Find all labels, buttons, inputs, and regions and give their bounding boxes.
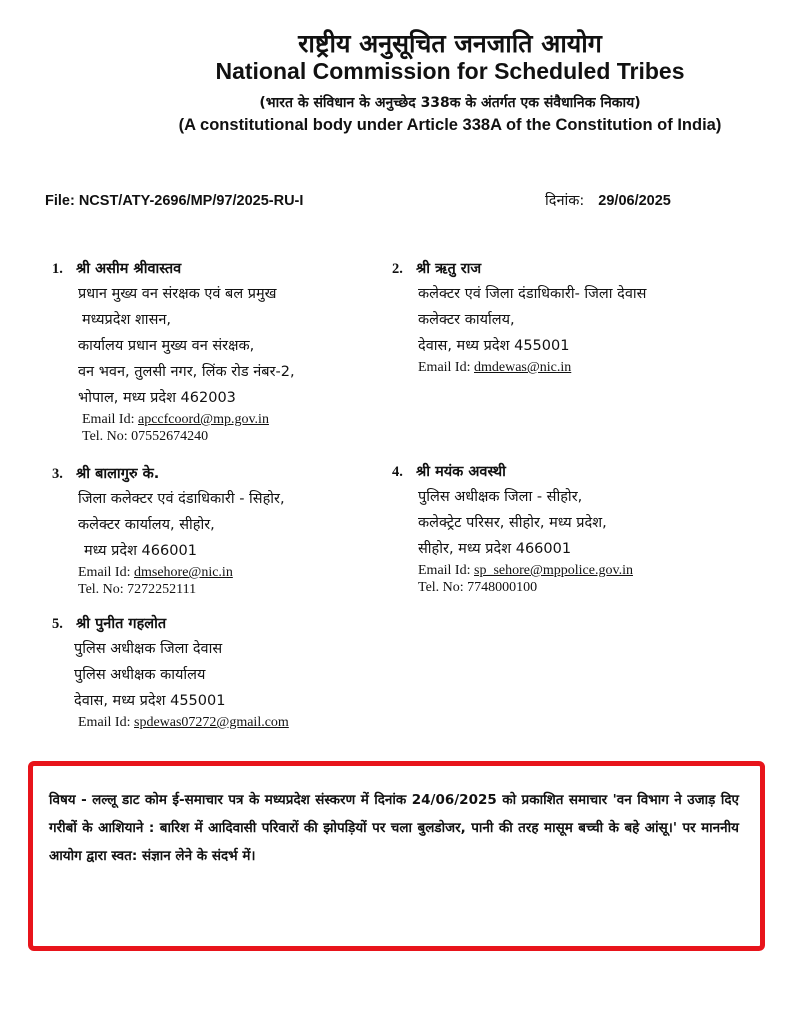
email-link[interactable]: sp_sehore@mppolice.gov.in [474,563,633,578]
recipient-name: 1. श्री असीम श्रीवास्तव [52,261,182,277]
email-link[interactable]: apccfcoord@mp.gov.in [138,412,269,427]
recipient-5 [52,612,289,731]
subject-highlight-box [28,761,765,951]
commission-title-english: National Commission for Scheduled Tribes [215,58,685,84]
file-number: File: NCST/ATY-2696/MP/97/2025-RU-I [45,193,304,209]
recipient-3 [52,462,285,598]
address-line: मध्य प्रदेश 466001 [84,543,197,559]
recipient-name: 4. श्री मयंक अवस्थी [392,464,506,480]
tel-line: Tel. No: 07552674240 [82,429,209,444]
address-line: देवास, मध्य प्रदेश 455001 [74,693,226,709]
tel-line: Tel. No: 7272252111 [78,582,197,597]
recipient-2 [392,257,646,376]
email-line: Email Id: dmsehore@nic.in [78,565,233,580]
letter-date [545,190,671,210]
address-line: वन भवन, तुलसी नगर, लिंक रोड नंबर-2, [78,364,295,380]
commission-subtitle-hindi: (भारत के संविधान के अनुच्छेद 338क के अंतर्गत एक संवैधानिक निकाय) [259,95,641,111]
address-line: कलेक्टर कार्यालय, [418,312,515,328]
commission-subtitle-english: (A constitutional body under Article 338A of the Constitution of India) [178,116,722,134]
address-line: पुलिस अधीक्षक जिला - सीहोर, [418,489,583,505]
address-line: देवास, मध्य प्रदेश 455001 [418,338,570,354]
email-line: Email Id: spdewas07272@gmail.com [78,715,289,730]
address-line: कलेक्टर एवं जिला दंडाधिकारी- जिला देवास [418,286,647,302]
email-link[interactable]: dmsehore@nic.in [134,565,233,580]
recipient-name: 3. श्री बालागुरु के. [52,466,160,482]
recipient-name: 5. श्री पुनीत गहलोत [52,616,167,632]
email-line: Email Id: apccfcoord@mp.gov.in [82,412,269,427]
address-line: कलेक्ट्रेट परिसर, सीहोर, मध्य प्रदेश, [418,515,607,531]
email-line: Email Id: sp_sehore@mppolice.gov.in [418,563,633,578]
address-line: मध्यप्रदेश शासन, [82,312,172,328]
email-line: Email Id: dmdewas@nic.in [418,360,572,375]
email-link[interactable]: spdewas07272@gmail.com [134,715,289,730]
subject-text: विषय - लल्लू डाट कोम ई-समाचार पत्र के मध्यप्रदेश संस्करण में दिनांक 24/06/2025 को प्रकाशित समाचार 'वन विभाग ने उजाड़ दिए गरीबों के आशियाने : बारिश में आदिवासी परिवारों की झोपड़ियों पर चला बुलडोजर, पानी की तरह मासूम बच्ची के बहे आंसू।' पर माननीय आयोग द्वारा स्वत: संज्ञान लेने के संदर्भ में। [49,792,739,864]
date-label: दिनांक: [545,193,585,209]
address-line: पुलिस अधीक्षक कार्यालय [74,667,206,683]
address-line: कलेक्टर कार्यालय, सीहोर, [78,517,215,533]
recipient-name: 2. श्री ऋतु राज [392,261,482,277]
address-line: पुलिस अधीक्षक जिला देवास [74,641,223,657]
date-value: 29/06/2025 [598,193,671,209]
tel-line: Tel. No: 7748000100 [418,580,538,595]
commission-title-hindi: राष्ट्रीय अनुसूचित जनजाति आयोग [298,29,602,58]
address-line: भोपाल, मध्य प्रदेश 462003 [78,390,236,406]
address-line: सीहोर, मध्य प्रदेश 466001 [418,541,572,557]
recipient-4 [392,460,633,596]
recipient-1 [52,257,295,445]
address-line: जिला कलेक्टर एवं दंडाधिकारी - सिहोर, [78,491,285,507]
email-link[interactable]: dmdewas@nic.in [474,360,572,375]
address-line: प्रधान मुख्य वन संरक्षक एवं बल प्रमुख [78,286,277,302]
address-line: कार्यालय प्रधान मुख्य वन संरक्षक, [78,338,255,354]
